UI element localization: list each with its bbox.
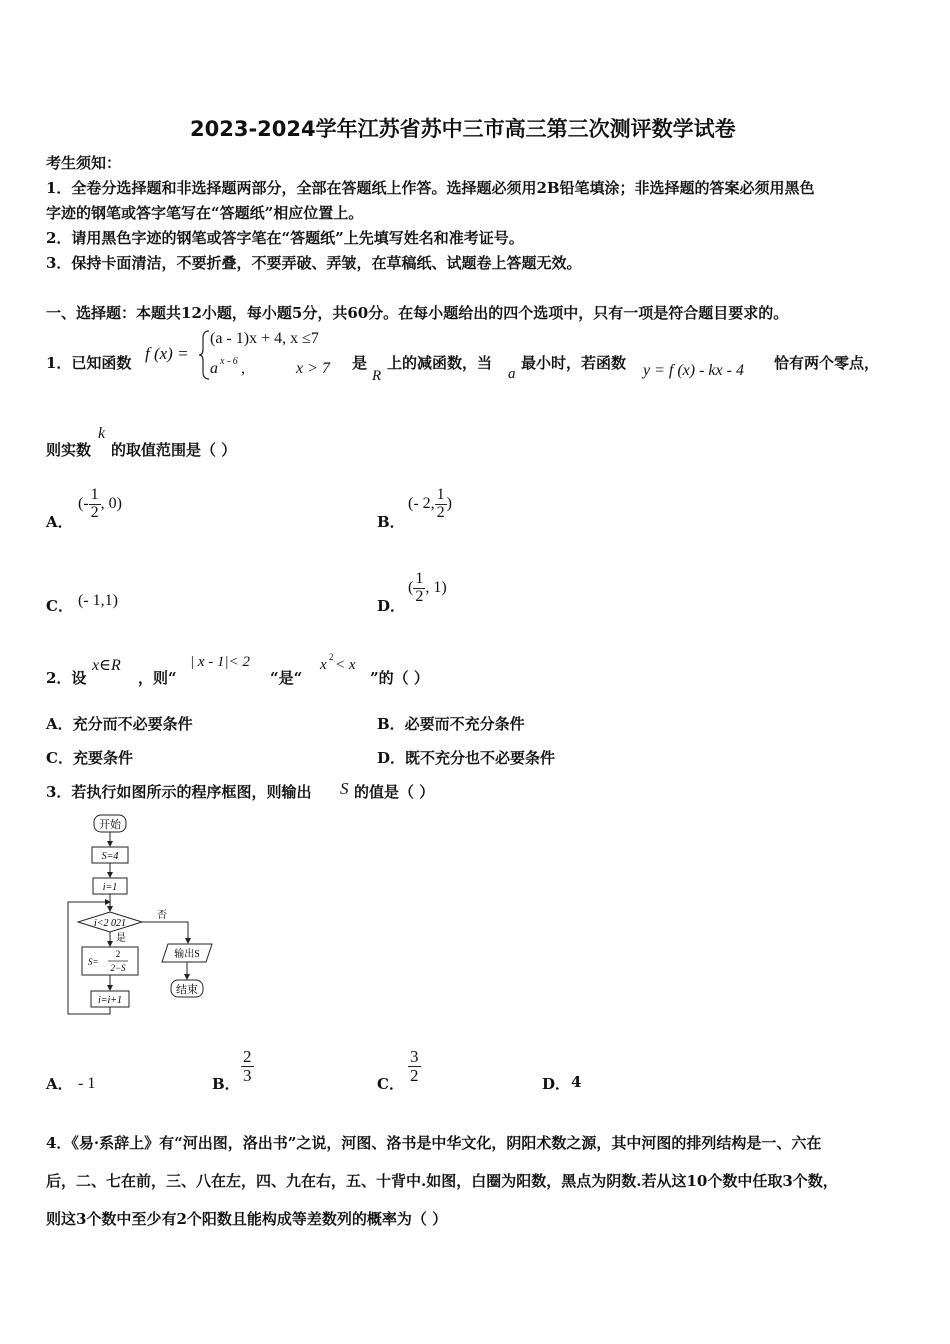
q1-case-2-exponent: x - 6 — [220, 356, 238, 367]
q1-option-d-post: , 1) — [425, 578, 447, 596]
flow-no-label: 否 — [157, 910, 167, 921]
q1-y-expression: y = f (x) - kx - 4 — [643, 362, 744, 379]
q1-option-a-post: , 0) — [100, 494, 122, 512]
q2-condition-2b: < x — [335, 657, 356, 673]
q1-option-c-value[interactable]: (- 1,1) — [78, 592, 118, 609]
q3-option-b-num: 2 — [243, 1047, 252, 1066]
flow-start-label: 开始 — [99, 819, 121, 831]
q1-option-b-value[interactable] — [408, 487, 452, 522]
q3-stem-post: 的值是（ ） — [354, 783, 435, 801]
q2-text-2: ，则“ — [138, 669, 177, 687]
q3-option-d-label[interactable]: D． — [542, 1075, 571, 1093]
q2-text-3: “是“ — [270, 669, 303, 687]
q1-case-1: (a - 1)x + 4, x ≤7 — [210, 330, 319, 347]
flow-init-i-label: i=1 — [102, 882, 118, 893]
q2-option-b[interactable]: B．必要而不充分条件 — [377, 715, 525, 733]
q2-condition-2-exp: 2 — [329, 652, 334, 662]
q2-option-c[interactable]: C．充要条件 — [46, 749, 133, 767]
flow-end-label: 结束 — [176, 984, 198, 996]
flow-update-den: 2−S — [110, 963, 126, 973]
q1-option-b-fraction — [435, 487, 447, 522]
q2-option-a[interactable]: A．充分而不必要条件 — [46, 715, 193, 733]
q2-x-in-R: x∈R — [92, 657, 121, 674]
q1-option-d-pre: ( — [408, 578, 414, 596]
flow-output-label: 输出S — [174, 949, 200, 960]
q2-text-1: 2．设 — [46, 669, 87, 687]
flow-yes-label: 是 — [116, 933, 126, 944]
q1-case-2-comma: , — [241, 360, 245, 377]
q2-condition-2a: x — [320, 657, 327, 673]
q1-option-b-pre: (- 2, — [408, 494, 435, 512]
q2-text-4: ”的（ ） — [370, 669, 429, 687]
q1-option-a-pre: (- — [78, 494, 89, 512]
q3-option-a-value[interactable]: - 1 — [78, 1075, 96, 1092]
q3-option-b-value[interactable] — [241, 1048, 254, 1085]
flow-update-num: 2 — [115, 949, 121, 959]
q3-option-c-value[interactable] — [408, 1048, 421, 1085]
q1-case-2-condition: x > 7 — [296, 360, 330, 377]
q1-text-1: 1．已知函数 — [46, 354, 132, 372]
q3-option-c-den: 2 — [410, 1065, 419, 1085]
q3-option-b-label[interactable]: B． — [212, 1075, 240, 1093]
flow-init-s-label: S=4 — [101, 851, 119, 862]
q4-line-2: 后，二、七在前，三、八在左，四、九在右，五、十背中.如图，白圈为阳数，黑点为阴数.若从这10个数中任取3个数， — [46, 1172, 838, 1190]
q1-option-d-value[interactable] — [408, 571, 447, 606]
q3-var-S: S — [340, 779, 349, 798]
q3-option-c-num: 3 — [410, 1047, 419, 1066]
q1-option-b-label[interactable]: B． — [377, 513, 405, 531]
flow-condition-label: i<2 021 — [93, 918, 127, 929]
flow-update-lhs: S= — [88, 957, 99, 967]
q1-text-4: 最小时，若函数 — [521, 354, 627, 372]
q1-text-7: 的取值范围是（ ） — [111, 441, 237, 459]
q1-option-d-den: 2 — [415, 587, 424, 605]
notice-item-1-cont: 字迹的钢笔或答字笔写在“答题纸”相应位置上。 — [46, 204, 364, 222]
page-title: 2023-2024学年江苏省苏中三市高三第三次测评数学试卷 — [190, 117, 736, 141]
q1-var-k: k — [98, 425, 106, 442]
q4-line-3: 则这3个数中至少有2个阳数且能构成等差数列的概率为（ ） — [46, 1210, 448, 1228]
q1-text-6: 则实数 — [46, 441, 92, 459]
q1-option-b-num: 1 — [436, 486, 445, 503]
q1-option-b-den: 2 — [436, 503, 445, 521]
q1-option-d-num: 1 — [415, 570, 424, 587]
q4-line-1: 4．《易·系辞上》有“河出图，洛出书”之说，河图、洛书是中华文化，阴阳术数之源，其中河图的排列结构是一、六在 — [46, 1134, 822, 1152]
section-heading: 一、选择题：本题共12小题，每小题5分，共60分。在每小题给出的四个选项中，只有一项是符合题目要求的。 — [46, 304, 789, 322]
notice-heading: 考生须知： — [46, 154, 122, 172]
q1-option-a-num: 1 — [90, 486, 99, 503]
q1-option-a-value[interactable] — [78, 487, 122, 522]
notice-item-1: 1．全卷分选择题和非选择题两部分，全部在答题纸上作答。选择题必须用2B铅笔填涂；非选择题的答案必须用黑色 — [46, 179, 815, 197]
notice-item-2: 2．请用黑色字迹的钢笔或答字笔在“答题纸”上先填写姓名和准考证号。 — [46, 229, 524, 247]
q1-text-5: 恰有两个零点， — [774, 354, 880, 372]
q1-option-a-fraction — [89, 487, 101, 522]
q1-set-R: R — [372, 368, 382, 384]
q2-option-d[interactable]: D．既不充分也不必要条件 — [377, 749, 556, 767]
q1-option-c-label[interactable]: C． — [46, 597, 73, 615]
q3-option-d-value[interactable]: 4 — [571, 1073, 582, 1091]
q3-stem-pre: 3．若执行如图所示的程序框图，则输出 — [46, 783, 312, 801]
q1-function-name: f (x) = — [145, 344, 189, 363]
q1-option-d-fraction — [413, 571, 425, 606]
q1-text-3: 上的减函数，当 — [387, 354, 493, 372]
notice-item-3: 3．保持卡面清洁，不要折叠，不要弄破、弄皱，在草稿纸、试题卷上答题无效。 — [46, 254, 582, 272]
q3-flowchart — [60, 808, 230, 1023]
q3-option-a-label[interactable]: A． — [46, 1075, 73, 1093]
q1-text-2: 是 — [352, 354, 368, 372]
q3-option-b-den: 3 — [243, 1065, 252, 1085]
q2-condition-1: | x - 1|< 2 — [190, 654, 251, 670]
q1-option-a-label[interactable]: A． — [46, 513, 73, 531]
q1-option-a-den: 2 — [90, 503, 99, 521]
q1-option-d-label[interactable]: D． — [377, 597, 406, 615]
q1-case-2-base: a — [210, 360, 218, 377]
q1-var-a: a — [508, 366, 516, 382]
q1-option-b-post: ) — [446, 494, 452, 512]
q3-option-c-label[interactable]: C． — [377, 1075, 404, 1093]
flow-increment-label: i=i+1 — [97, 995, 123, 1006]
